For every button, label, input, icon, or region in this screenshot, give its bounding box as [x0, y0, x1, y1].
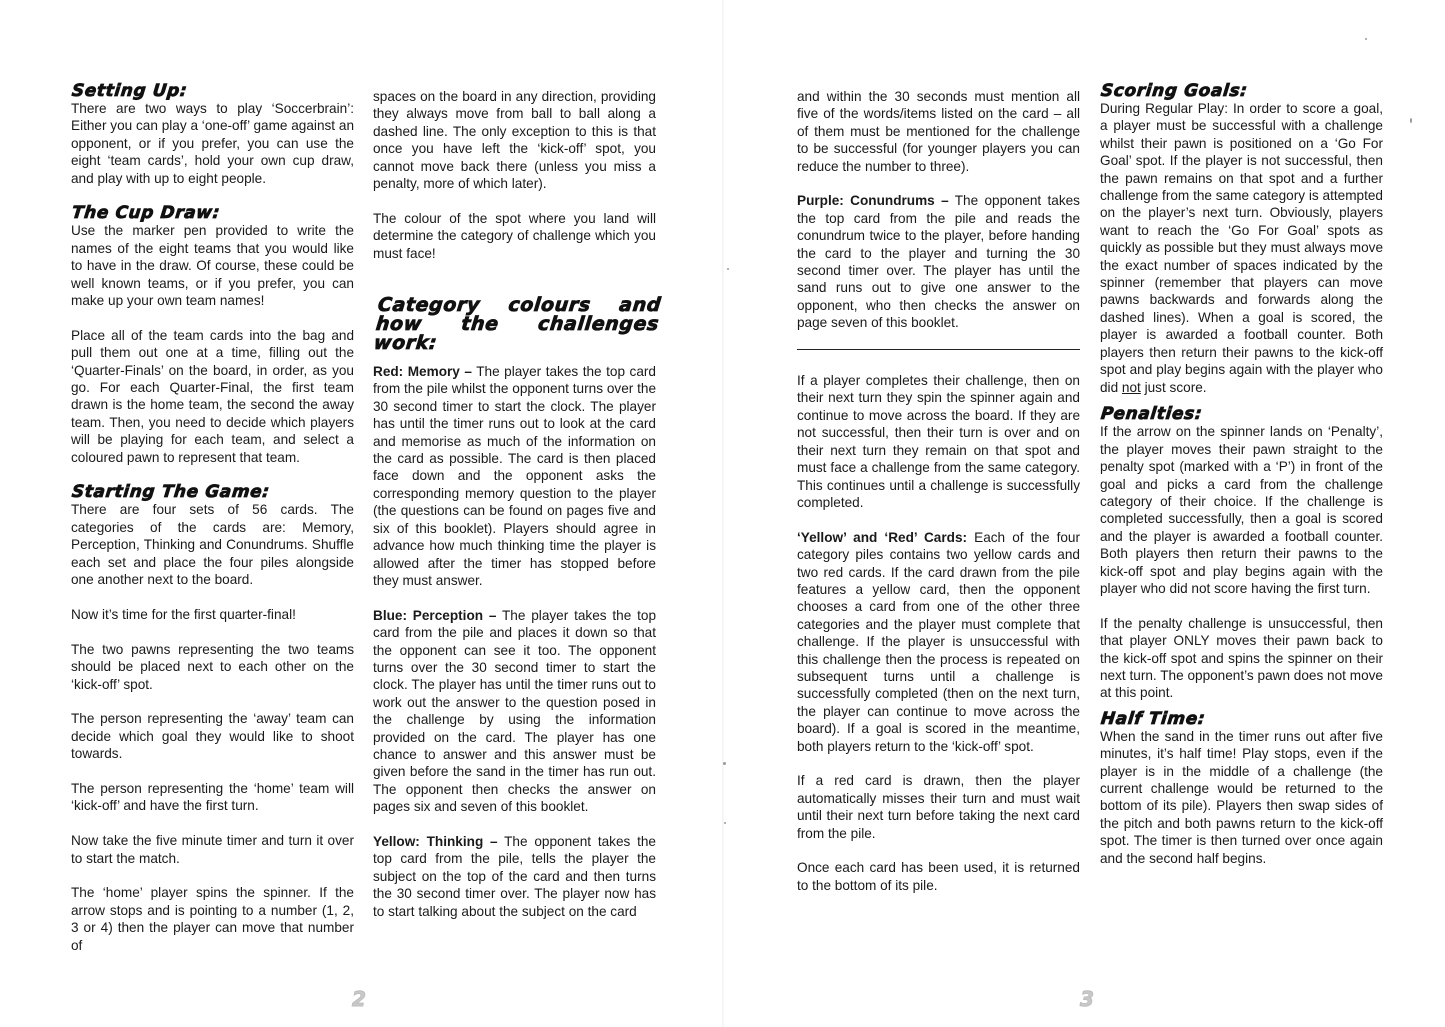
paragraph: The ‘home’ player spins the spinner. If the arrow stops and is pointing to a number (1, 2, 3 or 4) then the player can move that number of: [71, 885, 354, 953]
paragraph: When the sand in the timer runs out after five minutes, it’s half time! Play stops, even if the player is in the middle of a challenge (the current challenge would be returned to the bottom of its pile). Players then swap sides of the pitch and both pawns return to the kick-off spot. The timer is then turned over once again and the second half begins.: [1100, 728, 1383, 866]
paragraph: Use the marker pen provided to write the names of the eight teams that you would like to have in the draw. Of course, these could be well known teams, or if you prefer, you can make up your own team names!: [71, 223, 354, 309]
paragraph-yellow-thinking: [373, 833, 656, 920]
paragraph: The person representing the ‘home’ team will ‘kick-off’ and have the first turn.: [71, 780, 354, 814]
horizontal-divider: [797, 349, 1080, 350]
term-yellow-thinking: Yellow: Thinking –: [373, 833, 498, 849]
paragraph: Now take the five minute timer and turn it over to start the match.: [71, 833, 354, 866]
scan-speck: [723, 762, 726, 765]
paragraph: and within the 30 seconds must mention all five of the words/items listed on the card – all of them must be mentioned for the challenge to be successful (for younger players you can reduce the number to three).: [797, 89, 1080, 174]
paragraph: The colour of the spot where you land will determine the category of challenge which you must face!: [373, 210, 656, 261]
paragraph: If the penalty challenge is unsuccessful, then that player ONLY moves their pawn back to the kick-off spot and spins the spinner on their next turn. The opponent’s pawn does not move at this point.: [1100, 615, 1383, 701]
paragraph: There are two ways to play ‘Soccerbrain’: Either you can play a ‘one-off’ game against an opponent, or if you prefer, you can use the eight ‘team cards’, hold your own cup draw, and play with up to eight people.: [71, 101, 354, 186]
paragraph: spaces on the board in any direction, providing they always move from ball to ball along a dashed line. The only exception to this is that once you have left the ‘kick-off’ spot, you cannot move back there (unless you miss a penalty, more of which later).: [373, 89, 656, 192]
paragraph: Place all of the team cards into the bag and pull them out one at a time, filling out the ‘Quarter-Finals’ on the board, in order, as you go. For each Quarter-Final, the first team drawn is the home team, the second the away team. Then, you need to decide which players will be playing for each team, and select a coloured pawn to represent that team.: [71, 327, 354, 465]
heading-starting-game: Starting The Game:: [70, 482, 271, 503]
heading-setting-up: Setting Up:: [70, 81, 189, 101]
paragraph-red-memory: [373, 363, 656, 589]
page-gutter: [722, 0, 724, 1027]
scan-speck: [724, 822, 726, 824]
paragraph: If a player completes their challenge, then on their next turn they spin the spinner again and continue to move across the board. If they are not successful, then their turn is over and on their next turn they remain on that spot and must face a challenge from the same category. This continues until a challenge is successfully completed.: [797, 373, 1080, 510]
heading-half-time: Half Time:: [1099, 708, 1207, 729]
paragraph: Once each card has been used, it is returned to the bottom of its pile.: [797, 860, 1080, 893]
heading-scoring-goals: Scoring Goals:: [1099, 81, 1249, 101]
term-purple-conundrums: Purple: Conundrums –: [797, 193, 949, 209]
text-blue-perception: The player takes the top card from the pile and places it down so that the opponent can see it too. The opponent turns over the 30 second timer to start the clock. The player has until the timer runs out to work out the answer to the question posed in the challenge by using the information provided on the card. The player has one chance to answer and this answer must be given before the sand in the timer has run out. The opponent then checks the answer on pages six and seven of this booklet.: [373, 607, 656, 815]
paragraph: Now it’s time for the first quarter-final!: [71, 606, 296, 622]
scan-speck: [1410, 118, 1412, 123]
right-page-column-2: [1100, 80, 1383, 867]
paragraph: The person representing the ‘away’ team can decide which goal they would like to shoot towards.: [71, 711, 354, 762]
paragraph-blue-perception: [373, 607, 656, 816]
term-yellow-red-cards: ‘Yellow’ and ‘Red’ Cards:: [797, 529, 968, 545]
heading-cup-draw: The Cup Draw:: [70, 203, 222, 224]
paragraph: If the arrow on the spinner lands on ‘Penalty’, the player moves their pawn straight to the penalty spot (marked with a ‘P’) in front of the goal and picks a card from the challenge category of their choice. If the challenge is completed successfully, then a goal is scored and the player is awarded a football counter. Both players then return their pawns to the kick-off spot and play begins again with the player who did not score having the first turn.: [1100, 424, 1383, 596]
paragraph: If a red card is drawn, then the player automatically misses their turn and must wait until their next turn before taking the next card from the pile.: [797, 773, 1080, 841]
scan-speck: [727, 268, 729, 270]
paragraph-purple-conundrums: [797, 192, 1080, 331]
heading-category-colours: Category colours and how the challenges work:: [372, 294, 663, 355]
text-scoring: During Regular Play: In order to score a goal, a player must be successful with a challenge whilst their pawn is positioned on a ‘Go For Goal’ spot. If the player is not successful, then the pawn remains on that spot and a further challenge from the same category is attempted on the player’s next turn. Obviously, players want to reach the ‘Go For Goal’ spots as quickly as possible but they must always move the exact number of spaces indicated by the spinner (remember that players can move pawns backwards and forwards along the dashed lines). When a goal is scored, the player is awarded a football counter. Both players then return their pawns to the kick-off spot and play begins again with the player who did: [1100, 101, 1383, 395]
paragraph-scoring: [1100, 100, 1383, 396]
text-purple-conundrums: The opponent takes the top card from the pile and reads the conundrum twice to the player, before handing the card to the player and turning the 30 second timer over. The player has until the sand runs out to give one answer to the opponent, who then checks the answer on page seven of this booklet.: [797, 193, 1080, 331]
paragraph-yellow-red-cards: [797, 529, 1080, 755]
heading-penalties: Penalties:: [1099, 404, 1204, 425]
left-page-column-1: [71, 80, 354, 954]
paragraph: There are four sets of 56 cards. The categories of the cards are: Memory, Perception, Thinking and Conundrums. Shuffle each set and place the four piles alongside one another next to the board.: [71, 502, 354, 588]
text-yellow-thinking: The opponent takes the top card from the pile, tells the player the subject on the top of the card and then turns the 30 second timer over. The player now has to start talking about the subject on the card: [373, 833, 656, 919]
scan-speck: [1365, 38, 1367, 40]
text-scoring-end: just score.: [1140, 379, 1207, 395]
term-red-memory: Red: Memory –: [373, 364, 472, 380]
page-number-2: 2: [352, 987, 366, 1011]
underlined-not: not: [1121, 379, 1141, 395]
right-page-column-1: [797, 88, 1080, 894]
left-page-column-2: [372, 88, 663, 920]
page-number-3: 3: [1080, 987, 1094, 1011]
paragraph: The two pawns representing the two teams should be placed next to each other on the ‘kick-off’ spot.: [71, 641, 354, 692]
text-yellow-red-cards: Each of the four category piles contains two yellow cards and two red cards. If the card drawn from the pile features a yellow card, then the opponent chooses a card from one of the other three categories and the player must complete that challenge. If the player is unsuccessful with this challenge then the process is repeated on subsequent turns until a challenge is successfully completed (then on the next turn, the player can continue to move across the board). If a goal is scored in the meantime, both players return to the ‘kick-off’ spot.: [797, 529, 1081, 754]
text-red-memory: The player takes the top card from the pile whilst the opponent turns over the 30 second timer to start the clock. The player has until the timer runs out to look at the card and memorise as much of the information on the card as possible. The card is then placed face down and the opponent asks the corresponding memory question to the player (the questions can be found on pages five and six of this booklet). Players should agree in advance how much thinking time the player is allowed after the timer has stopped before they must answer.: [373, 364, 656, 588]
term-blue-perception: Blue: Perception –: [373, 607, 497, 623]
